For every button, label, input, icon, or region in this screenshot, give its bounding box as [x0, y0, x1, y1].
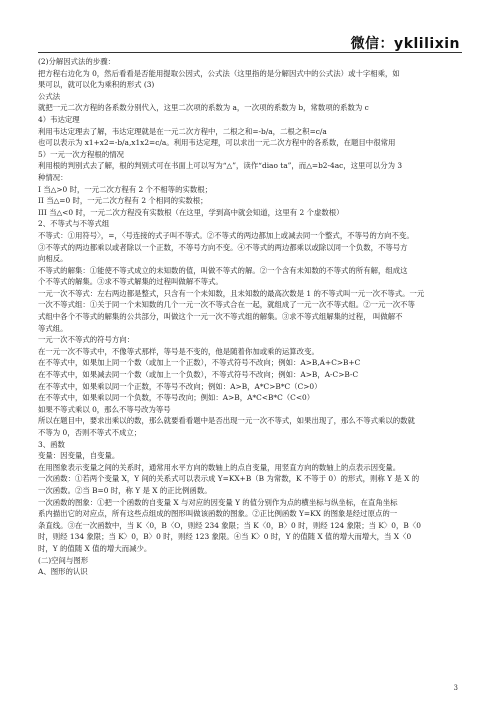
text-line: ③不等式的两边都乘以或者除以一个正数，不等号方向不变。④不等式的两边都乘以或除以同一个负数，不等号方 — [38, 242, 408, 252]
text-line: II 当△=0 时，一元二次方程有 2 个相同的实数根； — [38, 196, 208, 206]
text-line: 时，则经 134 象限；当 K〉0，B〉0 时，则经 123 象限。④当 K〉0 时，Y 的值随 X 值的增大而增大，当 X〈0 — [38, 532, 412, 542]
header-title: 微信：yklilixin — [350, 36, 460, 52]
text-line: 把方程右边化为 0，然后看看是否能用提取公因式，公式法（这里指的是分解因式中的公式法）或十字相乘，如 — [38, 68, 400, 78]
text-line: 也可以表示为 x1+x2=-b/a,x1x2=c/a。利用韦达定理，可以求出一元二次方程中的各系数，在题目中很常用 — [38, 138, 396, 148]
text-line: 所以在题目中，要求出乘以的数，那么就要看看题中是否出现一元一次不等式，如果出现了，那么不等式乘以的数就 — [38, 416, 415, 426]
text-line: (2)分解因式法的步骤： — [38, 57, 115, 66]
text-line: 果可以，就可以化为乘积的形式 (3) — [38, 80, 155, 90]
text-line: 种情况： — [38, 172, 68, 182]
text-line: 一次函数的图象：①把一个函数的自变量 X 与对应的因变量 Y 的值分别作为点的横坐标与纵坐标，在直角坐标 — [38, 497, 398, 507]
header-rule — [38, 52, 462, 53]
text-line: 2、不等式与不等式组 — [38, 219, 110, 229]
page-header — [0, 0, 500, 50]
document-body — [38, 56, 462, 578]
text-line: 一次函数：①若两个变量 X，Y 间的关系式可以表示成 Y=KX+B（B 为常数，K 不等于 0）的形式，则称 Y 是 X 的 — [38, 474, 420, 484]
text-line: 条直线。③在一次函数中，当 K〈0，B〈O，则经 234 象限；当 K〈0，B〉0 时，则经 124 象限；当 K〉0，B〈0 — [38, 520, 421, 530]
text-line: 3、函数 — [38, 439, 65, 449]
text-line: 一次函数。②当 B=0 时，称 Y 是 X 的正比例函数。 — [38, 485, 212, 495]
text-line: 在不等式中，如果减去同一个数（或加上一个负数），不等式符号不改向；例如：A>B，A-C>B-C — [38, 370, 359, 380]
text-line: I 当△>0 时，一元二次方程有 2 个不相等的实数根； — [38, 184, 213, 194]
text-line: A、图形的认识 — [38, 567, 88, 577]
text-line: 式组中各个不等式的解集的公共部分，叫做这个一元一次不等式组的解集。③求不等式组解集的过程， 叫做解不 — [38, 312, 403, 322]
text-line: 在不等式中，如果乘以同一个正数，不等号不改向；例如：A>B，A*C>B*C（C>0） — [38, 381, 322, 391]
text-line: 就把一元二次方程的各系数分别代入，这里二次项的系数为 a，一次项的系数为 b，常数项的系数为 c — [38, 103, 369, 113]
text-line: 向相反。 — [38, 254, 68, 264]
text-line: 在用图象表示变量之间的关系时，通常用水平方向的数轴上的点自变量，用竖直方向的数轴上的点表示因变量。 — [38, 462, 401, 472]
text-line: 一次不等式组：①关于同一个未知数的几个一元一次不等式合在一起，就组成了一元一次不等式组。②一元一次不等 — [38, 300, 415, 310]
text-line: 不等为 0，否则不等式不成立； — [38, 428, 142, 437]
text-line: 个不等式的解集。③求不等式解集的过程叫做解不等式。 — [38, 277, 223, 287]
text-line: 在一元一次不等式中，不像等式那样，等号是不变的，他是随着你加或乘的运算改变。 — [38, 346, 319, 356]
text-line: 一元一次不等式：左右两边都是整式，只含有一个未知数，且未知数的最高次数是 1 的不等式叫一元一次不等式。一元 — [38, 288, 425, 298]
text-line: 5）一元一次方程根的情况 — [38, 149, 125, 159]
text-line: 时，Y 的值随 X 值的增大而减少。 — [38, 543, 152, 553]
page-number: 3 — [453, 684, 458, 692]
text-line: 公式法 — [38, 91, 61, 101]
text-line: (二)空间与图形 — [38, 555, 89, 565]
text-line: III 当△<0 时，一元二次方程没有实数根（在这里，学到高中就会知道，这里有 2 个虚数根） — [38, 207, 344, 217]
text-line: 系内描出它的对应点，所有这些点组成的图形叫做该函数的图象。②正比例函数 Y=KX 的图象是经过原点的一 — [38, 509, 398, 519]
text-line: 一元一次不等式的符号方向： — [38, 335, 135, 345]
text-line: 等式组。 — [38, 323, 68, 333]
text-line: 变量：因变量，自变量。 — [38, 451, 120, 461]
text-line: 如果不等式乘以 0，那么不等号改为等号 — [38, 404, 171, 414]
text-line: 4）韦达定理 — [38, 114, 80, 124]
text-line: 在不等式中，如果乘以同一个负数，不等号改向；例如：A>B，A*C<B*C（C<0） — [38, 393, 315, 403]
text-line: 利用韦达定理去了解，韦达定理就是在一元二次方程中，二根之和=-b/a，二根之积=c/a — [38, 126, 327, 136]
text-line: 不等式：①用符号〉，=，〈号连接的式子叫不等式。②不等式的两边都加上或减去同一个整式，不等号的方向不变。 — [38, 230, 414, 240]
text-line: 不等式的解集：①能使不等式成立的未知数的值，叫做不等式的解。②一个含有未知数的不等式的所有解，组成这 — [38, 265, 408, 275]
text-line: 在不等式中，如果加上同一个数（或加上一个正数），不等式符号不改向；例如：A>B,A+C>B+C — [38, 358, 361, 368]
text-line: 利用根的判别式去了解，根的判别式可在书面上可以写为“△”，读作“diao ta”，而△=b2-4ac，这里可以分为 3 — [38, 161, 403, 171]
